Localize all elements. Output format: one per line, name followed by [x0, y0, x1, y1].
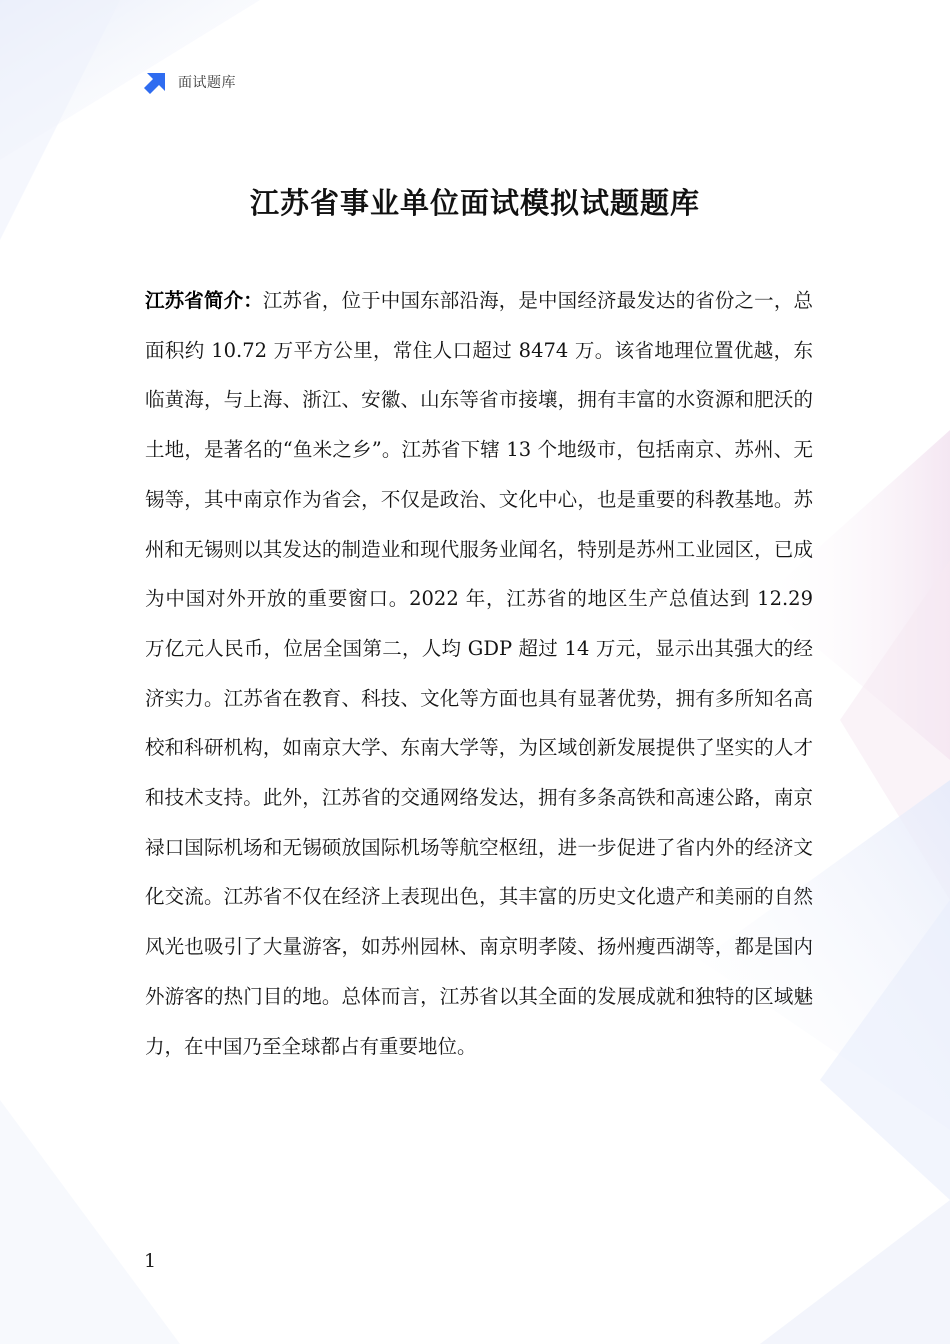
intro-text: 江苏省，位于中国东部沿海，是中国经济最发达的省份之一，总面积约 10.72 万平方公里，常住人口超过 8474 万。该省地理位置优越，东临黄海，与上海、浙江、安徽、山东等省市接壤，拥有丰富的水资源和肥沃的土地，是著名的“鱼米之乡”。江苏省下辖 13 个地级市，包括南京、苏州、无锡等，其中南京作为省会，不仅是政治、文化中心，也是重要的科教基地。苏州和无锡则以其发达的制造业和现代服务业闻名，特别是苏州工业园区，已成为中国对外开放的重要窗口。2022 年，江苏省的地区生产总值达到 12.29 万亿元人民币，位居全国第二，人均 GDP 超过 14 万元，显示出其强大的经济实力。江苏省在教育、科技、文化等方面也具有显著优势，拥有多所知名高校和科研机构，如南京大学、东南大学等，为区域创新发展提供了坚实的人才和技术支持。此外，江苏省的交通网络发达，拥有多条高铁和高速公路，南京禄口国际机场和无锡硕放国际机场等航空枢纽，进一步促进了省内外的经济文化交流。江苏省不仅在经济上表现出色，其丰富的历史文化遗产和美丽的自然风光也吸引了大量游客，如苏州园林、南京明孝陵、扬州瘦西湖等，都是国内外游客的热门目的地。总体而言，江苏省以其全面的发展成就和独特的区域魅力，在中国乃至全球都占有重要地位。: [145, 289, 813, 1058]
page-number: 1: [144, 1250, 157, 1272]
intro-paragraph: [145, 276, 813, 1071]
document-title: 江苏省事业单位面试模拟试题题库: [249, 186, 700, 220]
arrow-up-right-icon: [143, 69, 169, 95]
intro-label: 江苏省简介：: [145, 289, 263, 312]
header: [143, 68, 236, 96]
brand-name: 面试题库: [178, 75, 236, 91]
